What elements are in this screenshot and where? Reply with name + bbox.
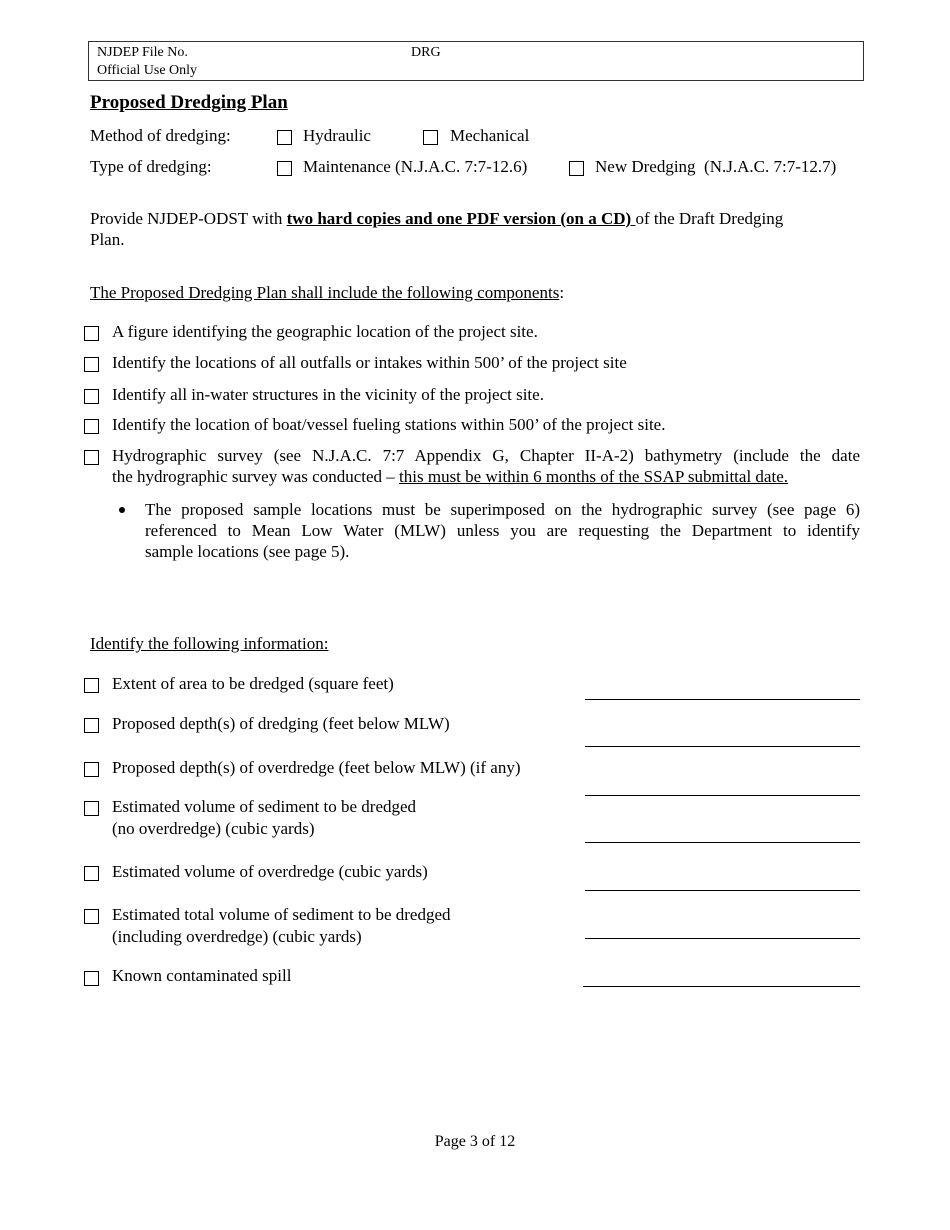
- components-heading-text: The Proposed Dredging Plan shall include the following components: [90, 283, 560, 302]
- hydrographic-line2-prefix: the hydrographic survey was conducted –: [112, 467, 400, 486]
- component-item: Identify the locations of all outfalls or intakes within 500’ of the project site: [112, 353, 627, 372]
- components-heading-colon: :: [559, 283, 565, 302]
- spill-entry-line[interactable]: [583, 986, 860, 987]
- method-label: Method of dredging:: [90, 126, 231, 145]
- hydraulic-option-label: Hydraulic: [303, 126, 371, 145]
- info-item-label: Estimated total volume of sediment to be dredged: [112, 905, 451, 924]
- bullet-line1: The proposed sample locations must be superimposed on the hydrographic survey (see page 6): [145, 500, 860, 519]
- component-checkbox-structures[interactable]: [84, 389, 99, 404]
- provide-prefix: Provide NJDEP-ODST with: [90, 209, 287, 228]
- volume-entry-line[interactable]: [585, 842, 860, 843]
- file-no-label: NJDEP File No.: [97, 45, 188, 60]
- provide-instruction-line2: Plan.: [90, 230, 125, 249]
- info-checkbox-overdredge-volume[interactable]: [84, 866, 99, 881]
- info-item-sublabel: (no overdredge) (cubic yards): [112, 819, 315, 838]
- mechanical-option-label: Mechanical: [450, 126, 530, 145]
- info-checkbox-depth[interactable]: [84, 718, 99, 733]
- components-heading: [90, 283, 564, 303]
- info-checkbox-extent[interactable]: [84, 678, 99, 693]
- provide-instruction-line1: [90, 209, 783, 229]
- provide-emphasis: two hard copies and one PDF version (on a CD): [286, 209, 636, 228]
- component-item: A figure identifying the geographic location of the project site.: [112, 322, 538, 341]
- page-number: Page 3 of 12: [434, 1133, 516, 1150]
- info-checkbox-overdredge-depth[interactable]: [84, 762, 99, 777]
- new-dredging-option-label: New Dredging (N.J.A.C. 7:7-12.7): [595, 157, 837, 176]
- component-item: Identify the location of boat/vessel fueling stations within 500’ of the project site.: [112, 415, 666, 434]
- extent-entry-line[interactable]: [585, 699, 860, 700]
- total-volume-entry-line[interactable]: [585, 938, 860, 939]
- component-item: Identify all in-water structures in the vicinity of the project site.: [112, 385, 544, 404]
- maintenance-option-label: Maintenance (N.J.A.C. 7:7-12.6): [303, 157, 528, 176]
- mechanical-checkbox[interactable]: [423, 130, 438, 145]
- info-checkbox-total-volume[interactable]: [84, 909, 99, 924]
- bullet-line2: referenced to Mean Low Water (MLW) unless you are requesting the Department to identify: [145, 521, 860, 540]
- type-label: Type of dredging:: [90, 157, 212, 176]
- info-item-label: Extent of area to be dredged (square feet): [112, 674, 394, 693]
- info-heading: Identify the following information:: [90, 634, 329, 653]
- info-item-label: Known contaminated spill: [112, 966, 292, 985]
- maintenance-checkbox[interactable]: [277, 161, 292, 176]
- hydraulic-checkbox[interactable]: [277, 130, 292, 145]
- info-checkbox-volume[interactable]: [84, 801, 99, 816]
- info-item-label: Estimated volume of sediment to be dredged: [112, 797, 417, 816]
- bullet-dot: [119, 507, 125, 513]
- official-use-box: [88, 41, 864, 81]
- component-checkbox-location-figure[interactable]: [84, 326, 99, 341]
- info-checkbox-spill[interactable]: [84, 971, 99, 986]
- component-checkbox-hydrographic[interactable]: [84, 450, 99, 465]
- provide-suffix: of the Draft Dredging: [635, 209, 784, 228]
- info-item-label: Proposed depth(s) of dredging (feet below MLW): [112, 714, 450, 733]
- info-item-label: Estimated volume of overdredge (cubic yards): [112, 862, 428, 881]
- page-title: Proposed Dredging Plan: [90, 92, 288, 113]
- hydrographic-deadline-note: this must be within 6 months of the SSAP submittal date.: [399, 467, 788, 486]
- drg-label: DRG: [411, 45, 441, 60]
- bullet-line3: sample locations (see page 5).: [145, 542, 350, 561]
- hydrographic-item-line2: [112, 467, 788, 487]
- component-checkbox-outfalls[interactable]: [84, 357, 99, 372]
- overdredge-volume-entry-line[interactable]: [585, 890, 860, 891]
- info-item-label: Proposed depth(s) of overdredge (feet below MLW) (if any): [112, 758, 521, 777]
- depth-entry-line[interactable]: [585, 746, 860, 747]
- info-item-sublabel: (including overdredge) (cubic yards): [112, 927, 362, 946]
- official-use-label: Official Use Only: [97, 63, 198, 78]
- new-dredging-checkbox[interactable]: [569, 161, 584, 176]
- overdredge-depth-entry-line[interactable]: [585, 795, 860, 796]
- component-checkbox-fueling[interactable]: [84, 419, 99, 434]
- hydrographic-item-line1: Hydrographic survey (see N.J.A.C. 7:7 Appendix G, Chapter II-A-2) bathymetry (include the date: [112, 446, 860, 465]
